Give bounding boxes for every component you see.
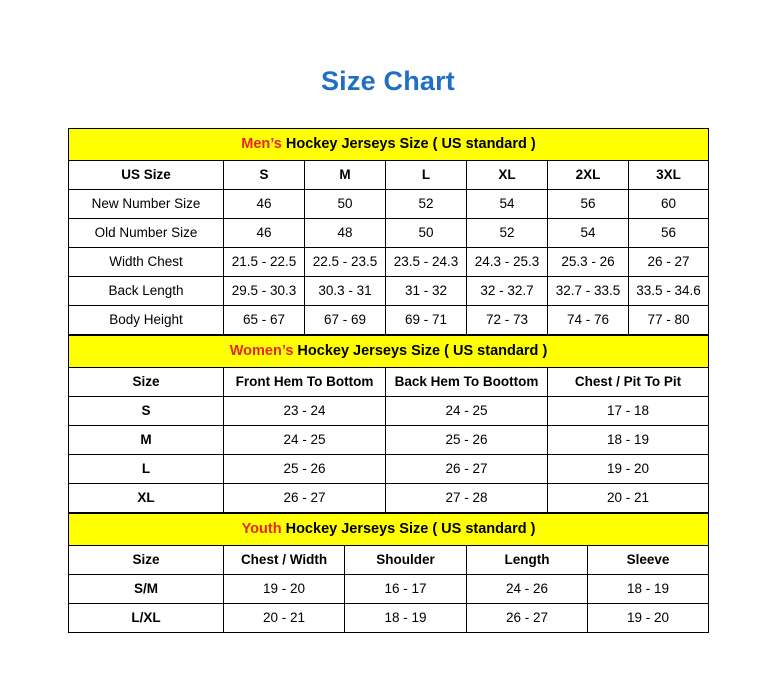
- table-row: [69, 190, 709, 219]
- mens-size-table: [68, 128, 709, 335]
- womens-row-0-val-1: 24 - 25: [386, 397, 548, 426]
- mens-row-2-val-4: 25.3 - 26: [548, 248, 629, 277]
- womens-row-0-val-2: 17 - 18: [548, 397, 709, 426]
- table-row: [69, 248, 709, 277]
- mens-section-header-row: [69, 129, 709, 161]
- mens-row-4-label: Body Height: [69, 306, 224, 335]
- youth-col-1: Chest / Width: [224, 546, 345, 575]
- mens-row-4-val-4: 74 - 76: [548, 306, 629, 335]
- mens-row-4-val-1: 67 - 69: [305, 306, 386, 335]
- mens-row-4-val-3: 72 - 73: [467, 306, 548, 335]
- mens-col-3: L: [386, 161, 467, 190]
- mens-row-3-val-3: 32 - 32.7: [467, 277, 548, 306]
- mens-col-5: 2XL: [548, 161, 629, 190]
- youth-row-1-label: L/XL: [69, 604, 224, 633]
- womens-row-3-val-0: 26 - 27: [224, 484, 386, 513]
- mens-section-header: [69, 129, 709, 161]
- youth-section-header-row: [69, 514, 709, 546]
- mens-row-0-val-5: 60: [629, 190, 709, 219]
- mens-col-1: S: [224, 161, 305, 190]
- womens-row-3-val-2: 20 - 21: [548, 484, 709, 513]
- mens-col-0: US Size: [69, 161, 224, 190]
- mens-col-2: M: [305, 161, 386, 190]
- table-row: [69, 397, 709, 426]
- mens-row-4-val-2: 69 - 71: [386, 306, 467, 335]
- mens-row-2-val-3: 24.3 - 25.3: [467, 248, 548, 277]
- womens-row-1-val-0: 24 - 25: [224, 426, 386, 455]
- youth-section-header-rest: Hockey Jerseys Size ( US standard ): [281, 520, 536, 537]
- youth-row-0-val-0: 19 - 20: [224, 575, 345, 604]
- mens-row-0-val-0: 46: [224, 190, 305, 219]
- womens-col-0: Size: [69, 368, 224, 397]
- womens-column-header-row: [69, 368, 709, 397]
- womens-row-0-label: S: [69, 397, 224, 426]
- mens-column-header-row: [69, 161, 709, 190]
- mens-col-4: XL: [467, 161, 548, 190]
- youth-row-0-val-3: 18 - 19: [588, 575, 709, 604]
- womens-row-0-val-0: 23 - 24: [224, 397, 386, 426]
- mens-row-0-label: New Number Size: [69, 190, 224, 219]
- mens-section-header-rest: Hockey Jerseys Size ( US standard ): [281, 135, 536, 152]
- mens-col-6: 3XL: [629, 161, 709, 190]
- youth-row-1-val-0: 20 - 21: [224, 604, 345, 633]
- table-row: [69, 575, 709, 604]
- mens-row-3-val-4: 32.7 - 33.5: [548, 277, 629, 306]
- mens-row-3-label: Back Length: [69, 277, 224, 306]
- table-row: [69, 455, 709, 484]
- womens-col-3: Chest / Pit To Pit: [548, 368, 709, 397]
- womens-row-1-label: M: [69, 426, 224, 455]
- youth-row-0-val-2: 24 - 26: [467, 575, 588, 604]
- youth-row-1-val-2: 26 - 27: [467, 604, 588, 633]
- youth-col-4: Sleeve: [588, 546, 709, 575]
- mens-row-3-val-5: 33.5 - 34.6: [629, 277, 709, 306]
- youth-row-0-val-1: 16 - 17: [345, 575, 467, 604]
- size-chart-tables: [68, 128, 708, 633]
- mens-section-header-accent: Men’s: [241, 135, 282, 152]
- youth-col-3: Length: [467, 546, 588, 575]
- mens-row-0-val-2: 52: [386, 190, 467, 219]
- mens-row-0-val-1: 50: [305, 190, 386, 219]
- womens-row-2-val-0: 25 - 26: [224, 455, 386, 484]
- mens-row-1-val-3: 52: [467, 219, 548, 248]
- womens-section-header-rest: Hockey Jerseys Size ( US standard ): [293, 342, 548, 359]
- table-row: [69, 604, 709, 633]
- page-title: Size Chart: [320, 66, 456, 96]
- mens-row-1-val-0: 46: [224, 219, 305, 248]
- mens-row-4-val-0: 65 - 67: [224, 306, 305, 335]
- womens-size-table: [68, 335, 709, 513]
- youth-row-1-val-3: 19 - 20: [588, 604, 709, 633]
- youth-row-1-val-1: 18 - 19: [345, 604, 467, 633]
- mens-row-1-val-2: 50: [386, 219, 467, 248]
- table-row: [69, 277, 709, 306]
- womens-section-header-accent: Women’s: [229, 342, 294, 359]
- womens-section-header: [69, 336, 709, 368]
- youth-section-header-accent: Youth: [241, 520, 282, 537]
- mens-row-1-val-4: 54: [548, 219, 629, 248]
- mens-row-3-val-2: 31 - 32: [386, 277, 467, 306]
- mens-row-2-label: Width Chest: [69, 248, 224, 277]
- womens-row-2-label: L: [69, 455, 224, 484]
- mens-row-3-val-0: 29.5 - 30.3: [224, 277, 305, 306]
- table-row: [69, 426, 709, 455]
- mens-row-2-val-2: 23.5 - 24.3: [386, 248, 467, 277]
- womens-row-1-val-2: 18 - 19: [548, 426, 709, 455]
- womens-col-2: Back Hem To Boottom: [386, 368, 548, 397]
- womens-row-3-val-1: 27 - 28: [386, 484, 548, 513]
- mens-row-2-val-1: 22.5 - 23.5: [305, 248, 386, 277]
- mens-row-2-val-5: 26 - 27: [629, 248, 709, 277]
- mens-row-3-val-1: 30.3 - 31: [305, 277, 386, 306]
- womens-section-header-row: [69, 336, 709, 368]
- youth-col-0: Size: [69, 546, 224, 575]
- youth-section-header: [69, 514, 709, 546]
- mens-row-2-val-0: 21.5 - 22.5: [224, 248, 305, 277]
- mens-row-1-label: Old Number Size: [69, 219, 224, 248]
- youth-row-0-label: S/M: [69, 575, 224, 604]
- mens-row-4-val-5: 77 - 80: [629, 306, 709, 335]
- womens-row-2-val-2: 19 - 20: [548, 455, 709, 484]
- table-row: [69, 219, 709, 248]
- womens-row-2-val-1: 26 - 27: [386, 455, 548, 484]
- table-row: [69, 484, 709, 513]
- mens-row-0-val-3: 54: [467, 190, 548, 219]
- womens-row-3-label: XL: [69, 484, 224, 513]
- womens-row-1-val-1: 25 - 26: [386, 426, 548, 455]
- youth-size-table: [68, 513, 709, 633]
- mens-row-1-val-5: 56: [629, 219, 709, 248]
- youth-col-2: Shoulder: [345, 546, 467, 575]
- womens-col-1: Front Hem To Bottom: [224, 368, 386, 397]
- table-row: [69, 306, 709, 335]
- mens-row-1-val-1: 48: [305, 219, 386, 248]
- mens-row-0-val-4: 56: [548, 190, 629, 219]
- youth-column-header-row: [69, 546, 709, 575]
